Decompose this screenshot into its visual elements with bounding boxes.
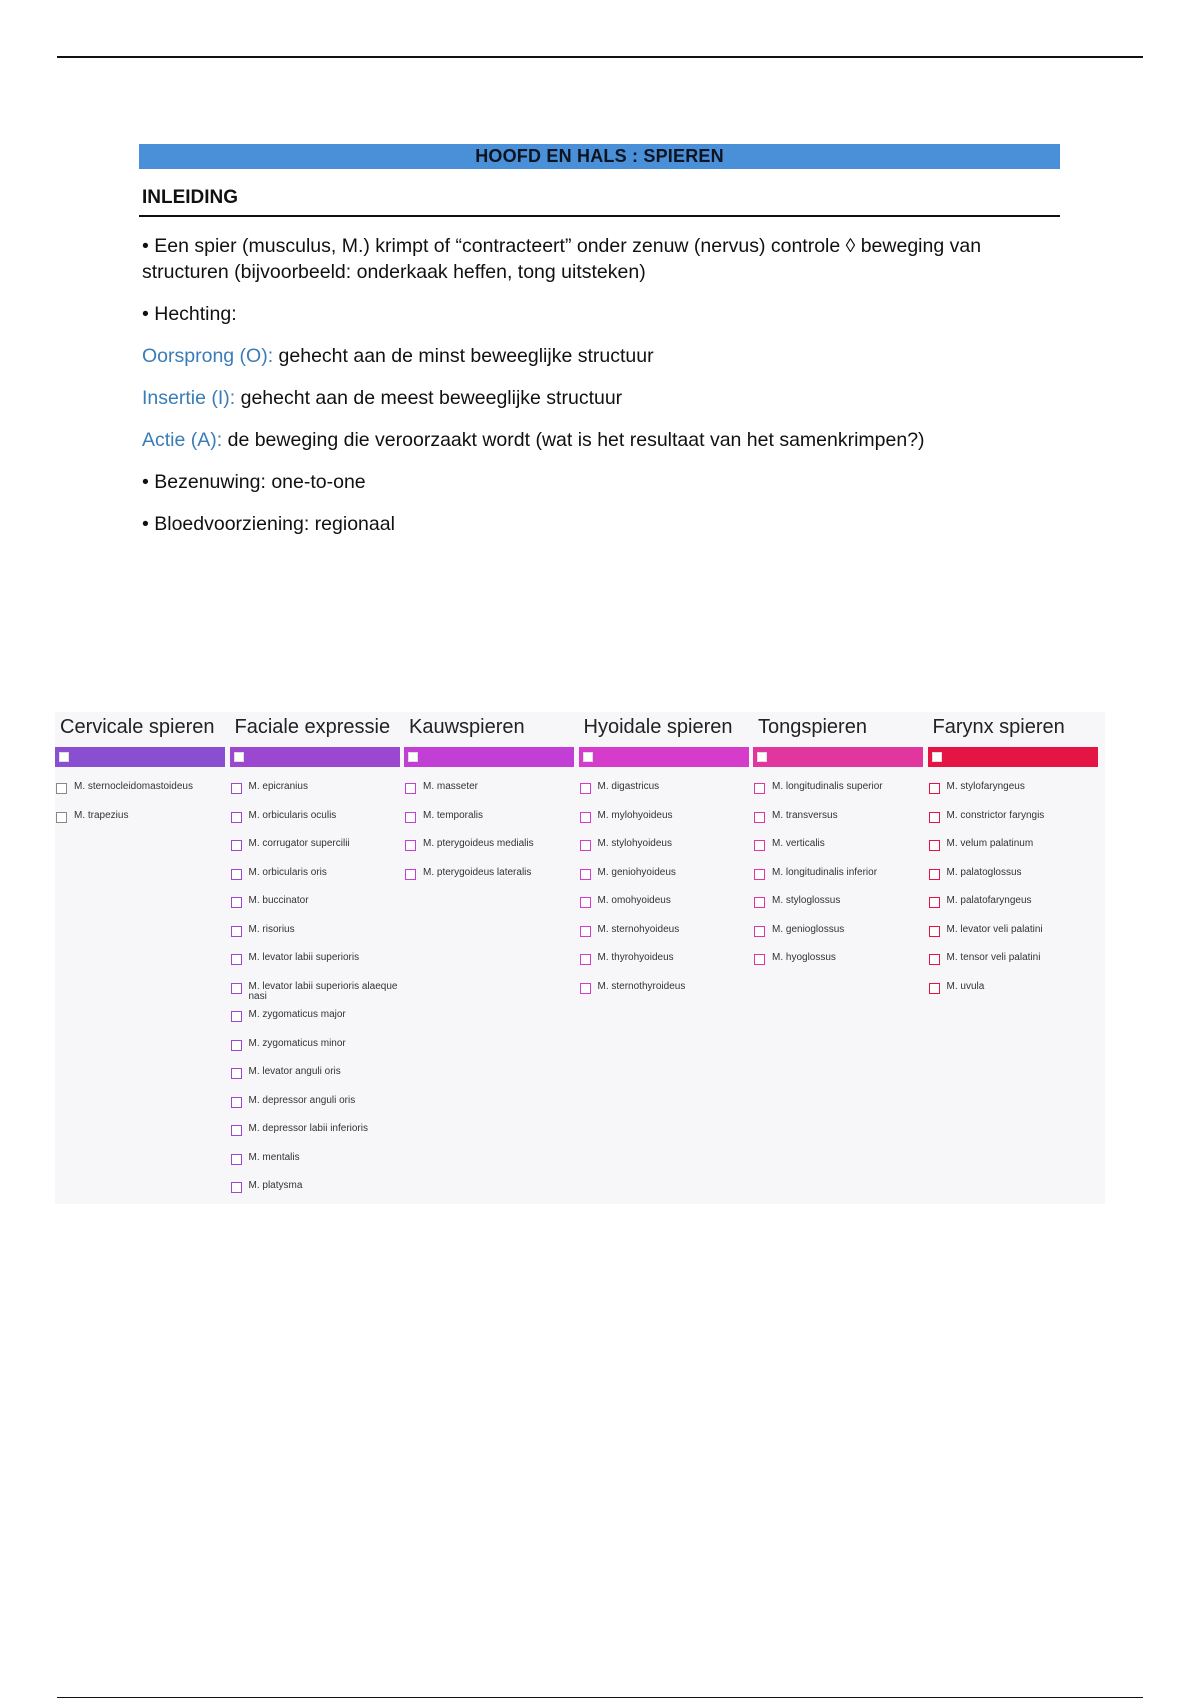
muscle-label: M. sternohyoideus: [597, 923, 680, 935]
checkbox[interactable]: [405, 783, 416, 794]
checkbox[interactable]: [754, 954, 765, 965]
list-item[interactable]: [230, 1151, 404, 1180]
list-item[interactable]: [579, 951, 753, 980]
list-item[interactable]: [928, 951, 1102, 980]
checkbox[interactable]: [580, 812, 591, 823]
list-item[interactable]: [579, 923, 753, 952]
list-item[interactable]: [753, 837, 927, 866]
checkbox[interactable]: [754, 926, 765, 937]
origin-definition: gehecht aan de minst beweeglijke structuur: [273, 345, 654, 367]
column-title: Cervicale spieren: [60, 716, 215, 738]
muscle-label: M. hyoglossus: [772, 952, 836, 963]
muscle-label: M. stylohyoideus: [597, 838, 672, 849]
paragraph-attachment: • Hechting:: [142, 303, 237, 325]
list-item[interactable]: [55, 780, 229, 809]
list-item[interactable]: [928, 894, 1102, 923]
paragraph-blood-supply: • Bloedvoorziening: regionaal: [142, 513, 395, 535]
checkbox[interactable]: [231, 1068, 242, 1079]
checkbox[interactable]: [754, 812, 765, 823]
muscle-label: M. mylohyoideus: [597, 809, 673, 821]
muscle-label: M. tensor veli palatini: [946, 952, 1041, 963]
list-item[interactable]: [928, 923, 1102, 952]
select-all-checkbox[interactable]: [757, 752, 767, 762]
checkbox[interactable]: [231, 897, 242, 908]
checkbox[interactable]: [231, 926, 242, 937]
select-all-checkbox[interactable]: [932, 752, 942, 762]
list-item[interactable]: [579, 837, 753, 866]
list-item[interactable]: [579, 894, 753, 923]
muscle-label: M. buccinator: [248, 895, 309, 906]
muscle-list: [230, 780, 404, 1208]
column-color-bar: [404, 747, 574, 767]
muscle-label: M. depressor labii inferioris: [248, 1123, 368, 1134]
muscle-label: M. thyrohyoideus: [597, 952, 674, 963]
list-item[interactable]: [753, 951, 927, 980]
checkbox[interactable]: [231, 983, 242, 994]
muscle-label: M. geniohyoideus: [597, 866, 676, 878]
checkbox[interactable]: [929, 783, 940, 794]
list-item[interactable]: [230, 866, 404, 895]
checkbox[interactable]: [580, 840, 591, 851]
muscle-label: M. digastricus: [597, 781, 660, 792]
column-title: Tongspieren: [758, 716, 867, 738]
checkbox[interactable]: [580, 897, 591, 908]
muscle-label: M. genioglossus: [772, 923, 845, 935]
list-item[interactable]: [753, 894, 927, 923]
list-item[interactable]: [928, 837, 1102, 866]
muscle-label: M. levator labii superioris alaeque nasi: [248, 980, 398, 1002]
muscle-label: M. uvula: [946, 980, 985, 992]
muscle-label: M. pterygoideus medialis: [423, 838, 534, 849]
section-heading: INLEIDING: [139, 187, 1060, 217]
checkbox[interactable]: [929, 869, 940, 880]
muscle-checklist-table: [55, 712, 1105, 1204]
muscle-label: M. verticalis: [772, 838, 825, 849]
column-title: Faciale expressie: [234, 716, 391, 738]
list-item[interactable]: [928, 809, 1102, 838]
checkbox[interactable]: [231, 869, 242, 880]
list-item[interactable]: [230, 780, 404, 809]
muscle-label: M. masseter: [423, 781, 479, 792]
list-item[interactable]: [753, 866, 927, 895]
list-item[interactable]: [928, 980, 1102, 1009]
list-item[interactable]: [404, 837, 578, 866]
checkbox[interactable]: [929, 926, 940, 937]
list-item[interactable]: [230, 951, 404, 980]
muscle-label: M. palatofaryngeus: [946, 895, 1032, 906]
list-item[interactable]: [230, 1122, 404, 1151]
checkbox[interactable]: [754, 840, 765, 851]
select-all-checkbox[interactable]: [59, 752, 69, 762]
paragraph-innervation: • Bezenuwing: one-to-one: [142, 471, 366, 493]
list-item[interactable]: [928, 866, 1102, 895]
muscle-label: M. zygomaticus major: [248, 1009, 346, 1020]
muscle-list: [404, 780, 578, 894]
list-item[interactable]: [579, 866, 753, 895]
checkbox[interactable]: [231, 1182, 242, 1193]
checkbox[interactable]: [929, 954, 940, 965]
muscle-label: M. constrictor faryngis: [946, 809, 1045, 821]
column-title: Farynx spieren: [932, 716, 1065, 738]
checkbox[interactable]: [56, 812, 67, 823]
top-rule: [57, 56, 1143, 58]
checkbox[interactable]: [56, 783, 67, 794]
checkbox[interactable]: [231, 1097, 242, 1108]
column-color-bar: [55, 747, 225, 767]
list-item[interactable]: [230, 980, 404, 1009]
insertion-definition: gehecht aan de meest beweeglijke structuur: [235, 387, 623, 409]
muscle-label: M. sternocleidomastoideus: [74, 781, 193, 792]
list-item[interactable]: [928, 780, 1102, 809]
column-title: Kauwspieren: [409, 716, 525, 738]
checkbox[interactable]: [231, 1040, 242, 1051]
list-item[interactable]: [230, 894, 404, 923]
list-item[interactable]: [230, 809, 404, 838]
muscle-column: [579, 712, 754, 1204]
muscle-label: M. orbicularis oris: [248, 866, 327, 878]
muscle-list: [55, 780, 229, 837]
muscle-label: M. orbicularis oculis: [248, 809, 337, 821]
list-item[interactable]: [579, 809, 753, 838]
muscle-list: [753, 780, 927, 980]
checkbox[interactable]: [754, 869, 765, 880]
list-item[interactable]: [230, 923, 404, 952]
muscle-label: M. levator veli palatini: [946, 923, 1043, 935]
list-item[interactable]: [230, 837, 404, 866]
list-item[interactable]: [230, 1037, 404, 1066]
list-item[interactable]: [404, 809, 578, 838]
checkbox[interactable]: [231, 954, 242, 965]
checkbox[interactable]: [929, 983, 940, 994]
list-item[interactable]: [753, 780, 927, 809]
paragraph-action: [142, 427, 1057, 453]
list-item[interactable]: [230, 1179, 404, 1208]
checkbox[interactable]: [580, 983, 591, 994]
muscle-label: M. stylofaryngeus: [946, 781, 1025, 792]
muscle-column: [928, 712, 1103, 1204]
muscle-column: [404, 712, 579, 1204]
checkbox[interactable]: [405, 840, 416, 851]
paragraph-origin: [142, 343, 1057, 369]
list-item[interactable]: [230, 1094, 404, 1123]
checkbox[interactable]: [231, 1154, 242, 1165]
checkbox[interactable]: [754, 783, 765, 794]
checkbox[interactable]: [231, 1011, 242, 1022]
muscle-label: M. levator labii superioris: [248, 952, 360, 963]
checkbox[interactable]: [231, 840, 242, 851]
list-item[interactable]: [753, 923, 927, 952]
muscle-label: M. velum palatinum: [946, 838, 1034, 849]
list-item[interactable]: [230, 1008, 404, 1037]
checkbox[interactable]: [580, 954, 591, 965]
checkbox[interactable]: [580, 869, 591, 880]
muscle-column: [55, 712, 230, 1204]
muscle-label: M. trapezius: [74, 809, 129, 821]
muscle-list: [928, 780, 1102, 1008]
muscle-label: M. depressor anguli oris: [248, 1094, 356, 1106]
action-definition: de beweging die veroorzaakt wordt (wat is het resultaat van het samenkrimpen?): [222, 429, 925, 451]
muscle-label: M. transversus: [772, 809, 838, 821]
checkbox[interactable]: [580, 926, 591, 937]
muscle-label: M. styloglossus: [772, 895, 841, 906]
checkbox[interactable]: [231, 1125, 242, 1136]
muscle-label: M. longitudinalis inferior: [772, 866, 878, 878]
paragraph-insertion: [142, 385, 1057, 411]
muscle-label: M. mentalis: [248, 1151, 300, 1163]
checkbox[interactable]: [929, 897, 940, 908]
list-item[interactable]: [230, 1065, 404, 1094]
select-all-checkbox[interactable]: [408, 752, 418, 762]
muscle-label: M. sternothyroideus: [597, 980, 686, 992]
muscle-column: [753, 712, 928, 1204]
muscle-label: M. omohyoideus: [597, 895, 671, 906]
checkbox[interactable]: [754, 897, 765, 908]
term-insertion: Insertie (I):: [142, 387, 236, 409]
checkbox[interactable]: [929, 812, 940, 823]
muscle-label: M. corrugator supercilii: [248, 838, 350, 849]
muscle-column: [230, 712, 405, 1204]
select-all-checkbox[interactable]: [234, 752, 244, 762]
paragraph-muscle-definition: • Een spier (musculus, M.) krimpt of “contracteert” onder zenuw (nervus) controle ◊ beweging van structuren (bijvoorbeeld: onderkaak heffen, tong uitsteken): [142, 235, 982, 283]
list-item[interactable]: [579, 780, 753, 809]
list-item[interactable]: [55, 809, 229, 838]
list-item[interactable]: [753, 809, 927, 838]
column-color-bar: [230, 747, 400, 767]
muscle-label: M. levator anguli oris: [248, 1066, 341, 1077]
muscle-list: [579, 780, 753, 1008]
muscle-label: M. pterygoideus lateralis: [423, 866, 532, 878]
list-item[interactable]: [404, 866, 578, 895]
document-content: [139, 144, 1060, 537]
muscle-label: M. epicranius: [248, 781, 308, 792]
column-title: Hyoidale spieren: [583, 716, 733, 738]
document-title: HOOFD EN HALS : SPIEREN: [139, 144, 1060, 169]
term-origin: Oorsprong (O):: [142, 345, 274, 367]
muscle-label: M. temporalis: [423, 809, 484, 821]
column-color-bar: [579, 747, 749, 767]
checkbox[interactable]: [405, 869, 416, 880]
muscle-label: M. zygomaticus minor: [248, 1037, 346, 1049]
list-item[interactable]: [579, 980, 753, 1009]
column-color-bar: [928, 747, 1098, 767]
checkbox[interactable]: [231, 783, 242, 794]
column-color-bar: [753, 747, 923, 767]
bottom-rule: [57, 1697, 1143, 1698]
muscle-label: M. longitudinalis superior: [772, 781, 883, 792]
checkbox[interactable]: [405, 812, 416, 823]
checkbox[interactable]: [929, 840, 940, 851]
term-action: Actie (A):: [142, 429, 223, 451]
muscle-label: M. palatoglossus: [946, 866, 1022, 878]
muscle-label: M. platysma: [248, 1180, 303, 1191]
list-item[interactable]: [404, 780, 578, 809]
intro-text: [139, 233, 1060, 537]
select-all-checkbox[interactable]: [583, 752, 593, 762]
muscle-label: M. risorius: [248, 923, 295, 935]
checkbox[interactable]: [231, 812, 242, 823]
checkbox[interactable]: [580, 783, 591, 794]
